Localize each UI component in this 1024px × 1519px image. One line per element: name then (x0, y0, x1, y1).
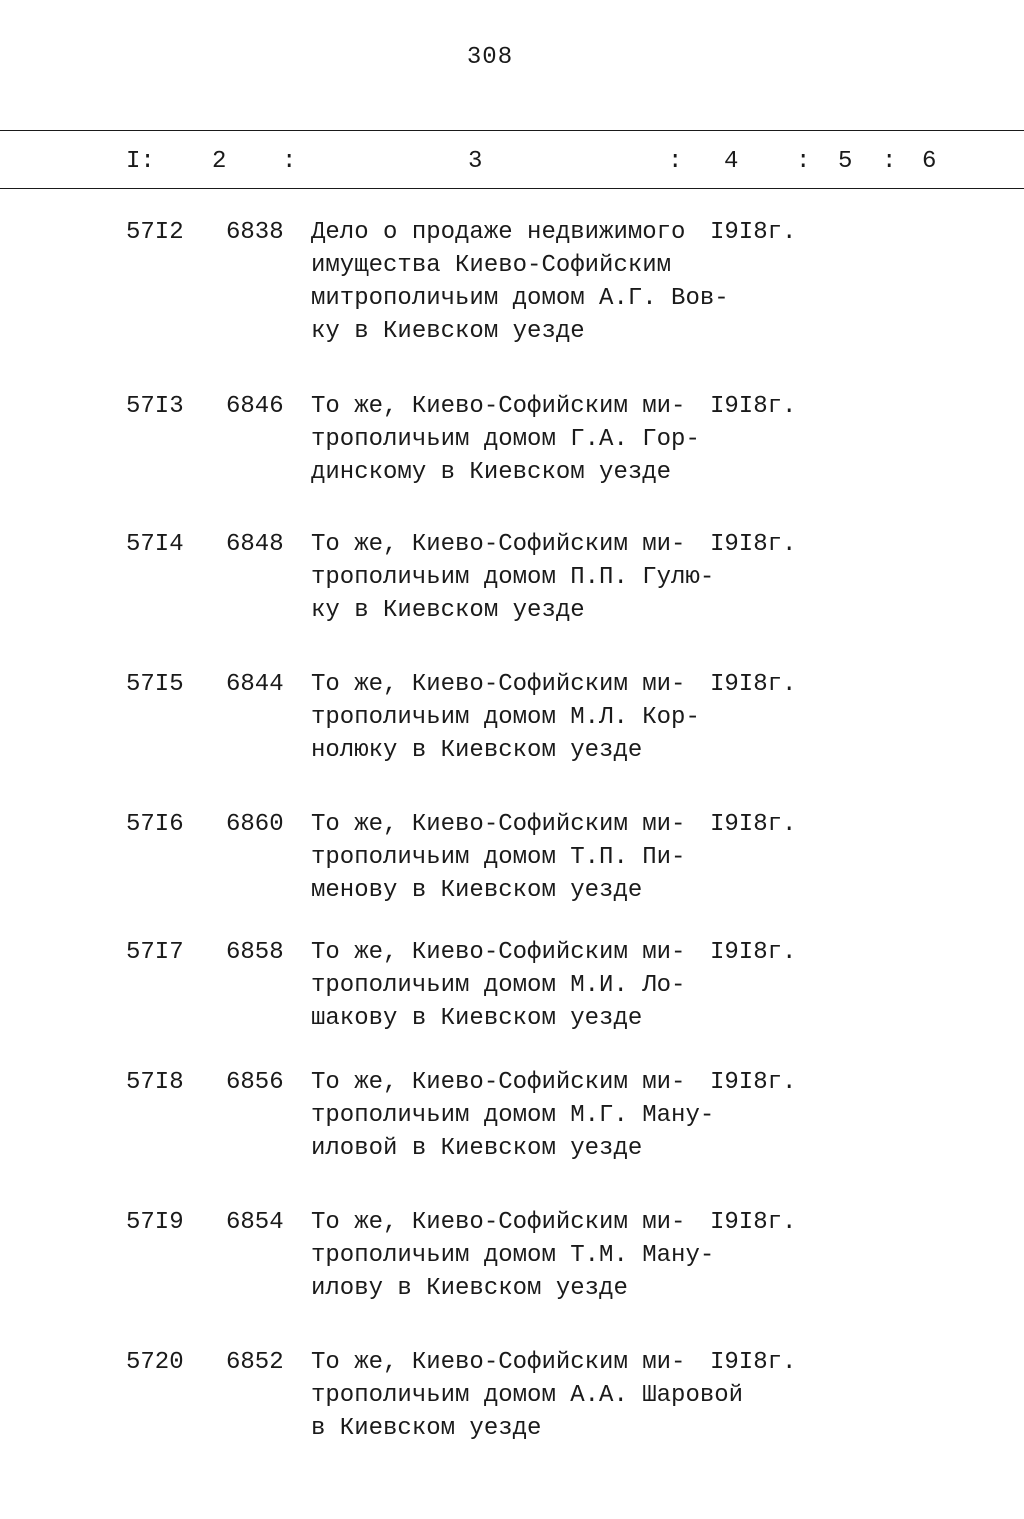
description-line: То же, Киево-Софийским ми- (311, 811, 686, 838)
description-line: То же, Киево-Софийским ми- (311, 531, 686, 558)
item-description (311, 668, 711, 767)
header-col5: 5 (838, 148, 853, 175)
description-line: трополичьим домом М.Л. Кор- (311, 704, 700, 731)
item-description (311, 808, 711, 907)
item-number: 57I8 (126, 1069, 184, 1096)
item-code: 6844 (226, 671, 284, 698)
header-top-rule (0, 130, 1024, 131)
description-line: менову в Киевском уезде (311, 877, 643, 904)
item-date: I9I8г. (710, 219, 797, 246)
header-col4: 4 (724, 148, 739, 175)
description-line: шакову в Киевском уезде (311, 1005, 643, 1032)
description-line: трополичьим домом П.П. Гулю- (311, 564, 715, 591)
description-line: ку в Киевском уезде (311, 318, 585, 345)
description-line: То же, Киево-Софийским ми- (311, 1209, 686, 1236)
header-col3: 3 (468, 148, 483, 175)
item-number: 57I4 (126, 531, 184, 558)
header-col2: 2 (212, 148, 227, 175)
header-sep3: : (668, 148, 683, 175)
header-sep2: : (282, 148, 297, 175)
description-line: трополичьим домом М.И. Ло- (311, 972, 686, 999)
description-line: То же, Киево-Софийским ми- (311, 1349, 686, 1376)
description-line: Дело о продаже недвижимого (311, 219, 686, 246)
item-code: 6838 (226, 219, 284, 246)
item-code: 6852 (226, 1349, 284, 1376)
header-col6: 6 (922, 148, 937, 175)
item-description (311, 528, 715, 627)
description-line: То же, Киево-Софийским ми- (311, 671, 686, 698)
item-code: 6858 (226, 939, 284, 966)
item-date: I9I8г. (710, 1349, 797, 1376)
description-line: трополичьим домом Г.А. Гор- (311, 426, 700, 453)
description-line: в Киевском уезде (311, 1415, 542, 1442)
description-line: митрополичьим домом А.Г. Вов- (311, 285, 729, 312)
item-number: 57I6 (126, 811, 184, 838)
item-description (311, 1066, 715, 1165)
header-col1: I: (126, 148, 155, 175)
item-number: 57I7 (126, 939, 184, 966)
item-code: 6856 (226, 1069, 284, 1096)
item-code: 6854 (226, 1209, 284, 1236)
item-number: 5720 (126, 1349, 184, 1376)
description-line: трополичьим домом Т.П. Пи- (311, 844, 686, 871)
item-date: I9I8г. (710, 811, 797, 838)
item-description (311, 936, 711, 1035)
item-date: I9I8г. (710, 393, 797, 420)
description-line: имущества Киево-Софийским (311, 252, 672, 279)
item-number: 57I3 (126, 393, 184, 420)
item-code: 6846 (226, 393, 284, 420)
item-description (311, 1206, 715, 1305)
item-number: 57I2 (126, 219, 184, 246)
description-line: То же, Киево-Софийским ми- (311, 393, 686, 420)
item-description (311, 1346, 744, 1445)
description-line: трополичьим домом М.Г. Ману- (311, 1102, 715, 1129)
description-line: То же, Киево-Софийским ми- (311, 939, 686, 966)
item-code: 6860 (226, 811, 284, 838)
item-number: 57I9 (126, 1209, 184, 1236)
description-line: ку в Киевском уезде (311, 597, 585, 624)
description-line: илову в Киевском уезде (311, 1275, 628, 1302)
item-date: I9I8г. (710, 939, 797, 966)
item-date: I9I8г. (710, 1209, 797, 1236)
description-line: иловой в Киевском уезде (311, 1135, 643, 1162)
item-number: 57I5 (126, 671, 184, 698)
item-date: I9I8г. (710, 671, 797, 698)
description-line: динскому в Киевском уезде (311, 459, 672, 486)
header-sep4: : (796, 148, 811, 175)
header-sep5: : (882, 148, 897, 175)
item-date: I9I8г. (710, 1069, 797, 1096)
item-code: 6848 (226, 531, 284, 558)
item-description (311, 216, 729, 348)
column-header-row (0, 148, 1024, 180)
item-description (311, 390, 711, 489)
description-line: трополичьим домом Т.М. Ману- (311, 1242, 715, 1269)
description-line: трополичьим домом А.А. Шаровой (311, 1382, 744, 1409)
description-line: нолюку в Киевском уезде (311, 737, 643, 764)
header-bottom-rule (0, 188, 1024, 189)
page-number: 308 (466, 44, 514, 71)
item-date: I9I8г. (710, 531, 797, 558)
description-line: То же, Киево-Софийским ми- (311, 1069, 686, 1096)
